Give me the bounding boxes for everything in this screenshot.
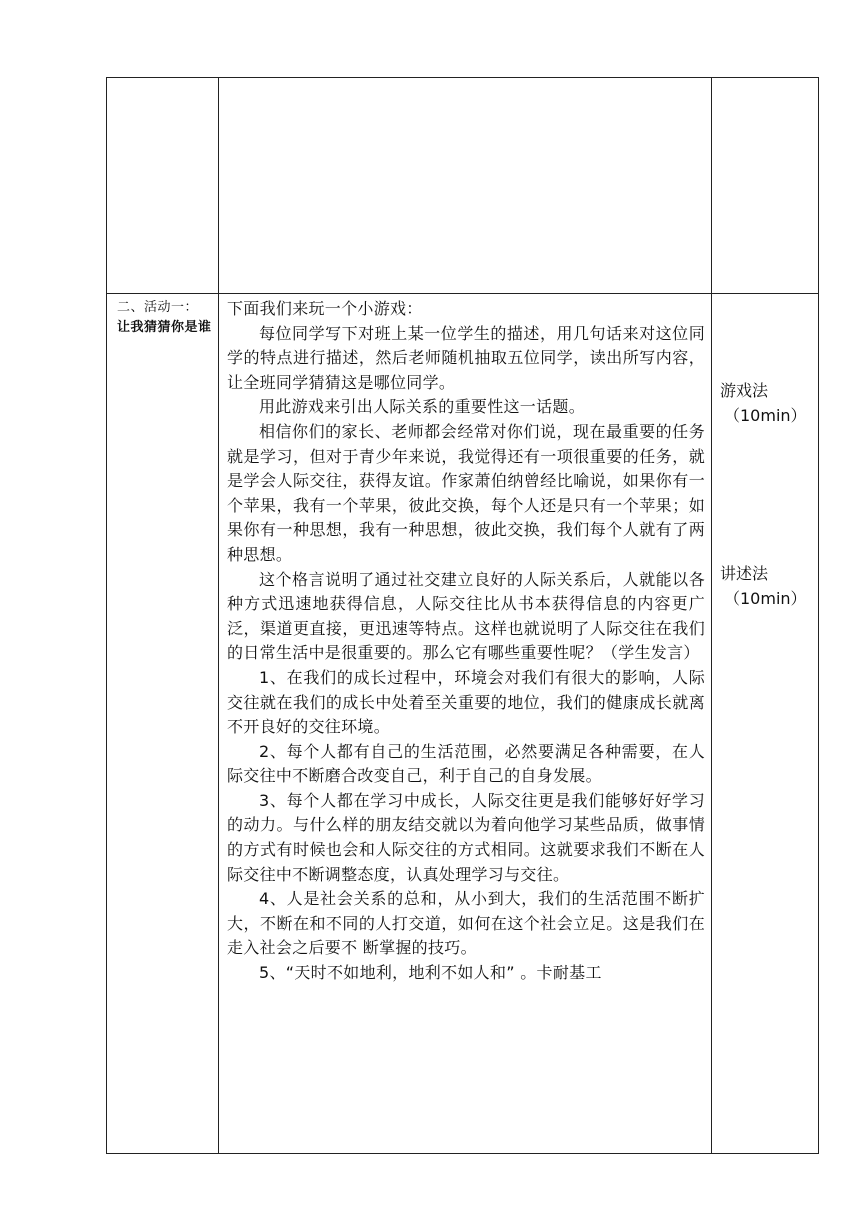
activity-content-cell	[219, 294, 712, 1154]
content-paragraph: 下面我们来玩一个小游戏：	[227, 299, 423, 318]
activity-section-label: 二、活动一：	[117, 300, 199, 315]
activity-content	[219, 294, 711, 986]
method-name: 讲述法	[720, 564, 769, 583]
table-row-activity-one	[107, 294, 819, 1154]
activity-name: 让我猜猜你是谁	[117, 320, 212, 335]
teaching-method-lecture	[712, 562, 819, 611]
teaching-method-cell	[712, 294, 819, 1154]
activity-title	[107, 294, 218, 338]
content-paragraph: 2、每个人都有自己的生活范围，必然要满足各种需要，在人际交往中不断磨合改变自己，利于自己的自身发展。	[227, 741, 705, 786]
content-paragraph: 5、“天时不如地利，地利不如人和” 。卡耐基工	[259, 963, 602, 983]
content-paragraph: 1、在我们的成长过程中，环境会对我们有很大的影响，人际交往就在我们的成长中处着至关重要的地位，我们的健康成长就离不开良好的交往环境。	[227, 667, 705, 737]
method-name: 游戏法	[720, 381, 769, 400]
content-paragraph: 4、人是社会关系的总和，从小到大，我们的生活范围不断扩大，不断在和不同的人打交道，如何在这个社会立足。这是我们在走入社会之后要不 断掌握的技巧。	[227, 889, 705, 958]
empty-cell-content	[219, 78, 712, 294]
lesson-plan-table	[106, 77, 819, 1154]
content-paragraph: 相信你们的家长、老师都会经常对你们说，现在最重要的任务就是学习，但对于青少年来说，我觉得还有一项很重要的任务，就是学会人际交往，获得友谊。作家萧伯纳曾经比喻说，如果你有一个苹果，我有一个苹果，彼此交换，每个人还是只有一个苹果；如果你有一种思想，我有一种思想，彼此交换，我们每个人就有了两种思想。	[227, 421, 705, 564]
content-paragraph: 这个格言说明了通过社交建立良好的人际关系后，人就能以各种方式迅速地获得信息，人际交往比从书本获得信息的内容更广泛，渠道更直接，更迅速等特点。这样也就说明了人际交往在我们的日常生活中是很重要的。那么它有哪些重要性呢？（学生发言）	[227, 569, 705, 663]
activity-title-cell	[107, 294, 219, 1154]
method-duration: （10min）	[724, 405, 807, 425]
content-paragraph: 用此游戏来引出人际关系的重要性这一话题。	[259, 397, 586, 417]
content-paragraph: 3、每个人都在学习中成长，人际交往更是我们能够好好学习的动力。与什么样的朋友结交就以为着向他学习某些品质，做事情的方式有时候也会和人际交往的方式相同。这就要求我们不断在人际交往中不断调整态度，认真处理学习与交往。	[227, 790, 705, 884]
table-row-empty	[107, 78, 819, 294]
empty-cell-section	[107, 78, 219, 294]
teaching-method-game	[712, 379, 819, 428]
content-paragraph: 每位同学写下对班上某一位学生的描述，用几句话来对这位同学的特点进行描述，然后老师随机抽取五位同学，读出所写内容，让全班同学猜猜这是哪位同学。	[227, 323, 705, 392]
method-duration: （10min）	[724, 588, 807, 608]
empty-cell-method	[712, 78, 819, 294]
